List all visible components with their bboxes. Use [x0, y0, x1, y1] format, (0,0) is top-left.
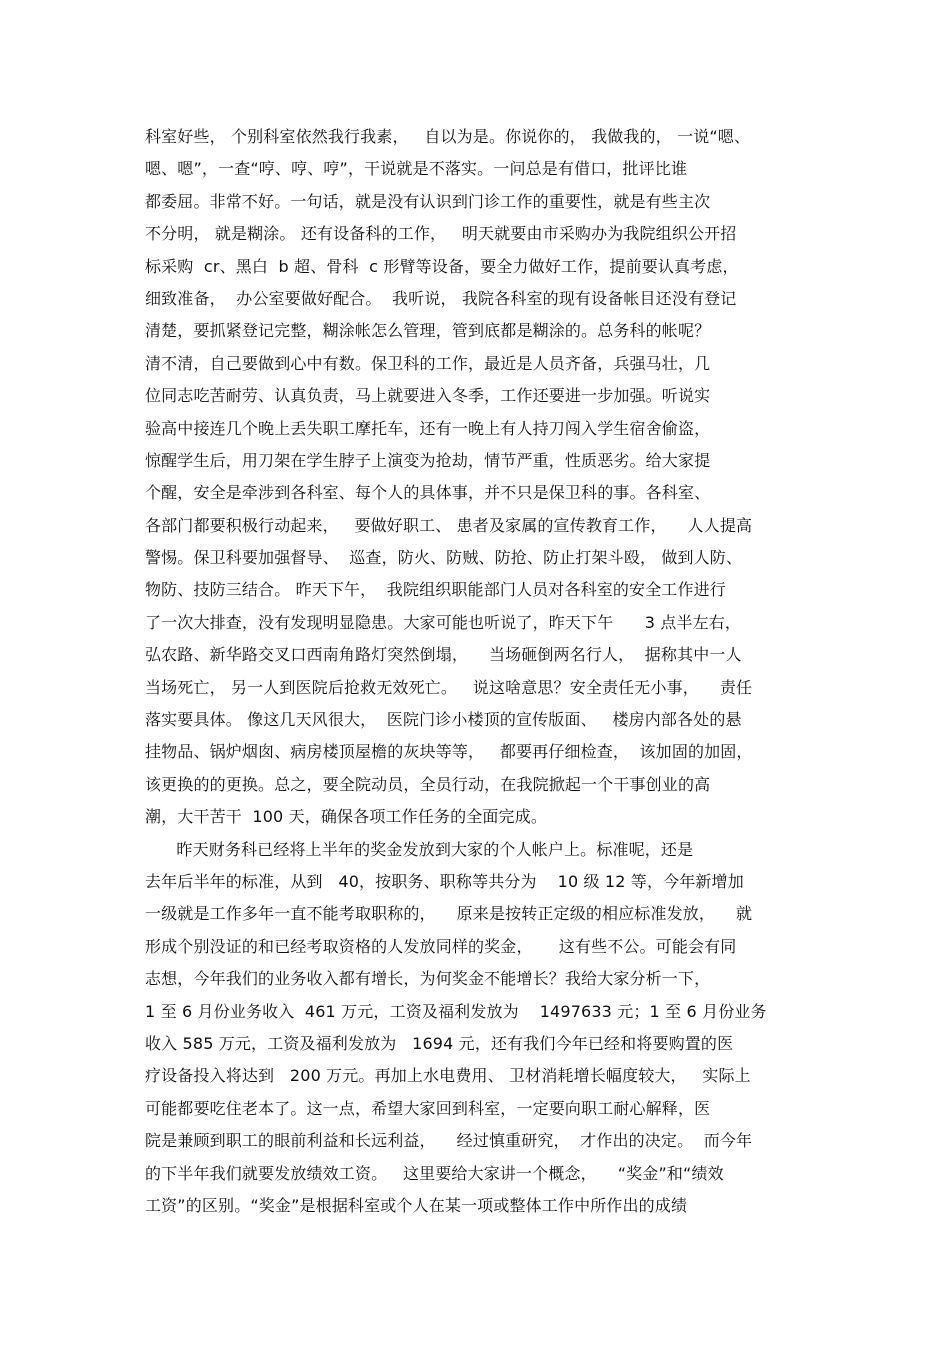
text-line-9: 位同志吃苦耐劳、认真负责，马上就要进入冬季，工作还要进一步加强。听说实: [145, 386, 711, 406]
text-line-22: 潮，大干苦干 100 天，确保各项工作任务的全面完成。: [145, 807, 547, 827]
text-line-6: 细致准备， 办公室要做好配合。 我听说， 我院各科室的现有设备帐目还没有登记: [145, 288, 737, 308]
text-line-20: 挂物品、锅炉烟囱、病房楼顶屋檐的灰块等等， 都要再仔细检查， 该加固的加固，: [145, 742, 753, 762]
text-line-13: 各部门都要积极行动起来， 要做好职工、 患者及家属的宣传教育工作， 人人提高: [145, 515, 753, 535]
text-line-25: 一级就是工作多年一直不能考取职称的， 原来是按转正定级的相应标准发放， 就: [145, 904, 753, 924]
text-line-15: 物防、技防三结合。 昨天下午， 我院组织职能部门人员对各科室的安全工作进行: [145, 580, 726, 600]
text-line-34: 工资”的区别。“奖金”是根据科室或个人在某一项或整体工作中所作出的成绩: [145, 1195, 688, 1215]
text-line-23: 昨天财务科已经将上半年的奖金发放到大家的个人帐户上。标准呢，还是: [145, 839, 694, 859]
text-line-18: 当场死亡， 另一人到医院后抢救无效死亡。 说这啥意思？安全责任无小事， 责任: [145, 677, 753, 697]
text-line-26: 形成个别没证的和已经考取资格的人发放同样的奖金， 这有些不公。可能会有同: [145, 936, 737, 956]
text-line-33: 的下半年我们就要发放绩效工资。 这里要给大家讲一个概念， “奖金”和“绩效: [145, 1163, 724, 1183]
text-line-32: 院是兼顾到职工的眼前利益和长远利益， 经过慎重研究， 才作出的决定。 而今年: [145, 1131, 753, 1151]
text-line-24: 去年后半年的标准，从到 40，按职务、职称等共分为 10 级 12 等，今年新增加: [145, 871, 744, 891]
text-line-31: 可能都要吃住老本了。这一点，希望大家回到科室，一定要向职工耐心解释，医: [145, 1098, 711, 1118]
text-line-8: 清不清，自己要做到心中有数。保卫科的工作，最近是人员齐备，兵强马壮，几: [145, 353, 711, 373]
text-line-14: 警惕。保卫科要加强督导、 巡查，防火、防贼、防抢、防止打架斗殴， 做到人防、: [145, 548, 743, 568]
text-line-21: 该更换的的更换。总之，要全院动员，全员行动，在我院掀起一个干事创业的高: [145, 774, 711, 794]
body-text: [145, 121, 815, 1222]
text-line-16: 了一次大排查，没有发现明显隐患。大家可能也听说了，昨天下午 3 点半左右，: [145, 612, 742, 632]
text-line-10: 验高中接连几个晚上丢失职工摩托车，还有一晚上有人持刀闯入学生宿舍偷盗，: [145, 418, 711, 438]
text-line-30: 疗设备投入将达到 200 万元。再加上水电费用、 卫材消耗增长幅度较大， 实际上: [145, 1066, 751, 1086]
text-line-11: 惊醒学生后，用刀架在学生脖子上演变为抢劫，情节严重，性质恶劣。给大家提: [145, 450, 711, 470]
text-line-12: 个醒，安全是牵涉到各科室、每个人的具体事，并不只是保卫科的事。各科室、: [145, 483, 711, 503]
text-line-3: 都委屈。非常不好。一句话，就是没有认识到门诊工作的重要性，就是有些主次: [145, 191, 711, 211]
text-line-19: 落实要具体。 像这几天风很大， 医院门诊小楼顶的宣传版面、 楼房内部各处的悬: [145, 710, 742, 730]
text-line-1: 科室好些， 个别科室依然我行我素， 自以为是。你说你的， 我做我的， 一说“嗯、: [145, 127, 751, 146]
text-line-7: 清楚，要抓紧登记完整，糊涂帐怎么管理，管到底都是糊涂的。总务科的帐呢？: [145, 321, 711, 341]
text-line-27: 志想，今年我们的业务收入都有增长，为何奖金不能增长？我给大家分析一下，: [145, 969, 711, 989]
text-line-29: 收入 585 万元，工资及福利发放为 1694 元，还有我们今年已经和将要购置的医: [145, 1033, 734, 1053]
text-line-17: 弘农路、新华路交叉口西南角路灯突然倒塌， 当场砸倒两名行人， 据称其中一人: [145, 645, 742, 665]
text-line-28: 1 至 6 月份业务收入 461 万元，工资及福利发放为 1497633 元；1 至 6 月份业务: [145, 1001, 767, 1021]
text-line-2: 嗯、嗯”，一查“哼、哼、哼”，干说就是不落实。一问总是有借口，批评比谁: [145, 159, 688, 179]
text-line-5: 标采购 cr、黑白 b 超、骨科 c 形臂等设备，要全力做好工作，提前要认真考虑，: [145, 256, 739, 276]
text-line-4: 不分明， 就是糊涂。 还有设备科的工作， 明天就要由市采购办为我院组织公开招: [145, 224, 737, 244]
